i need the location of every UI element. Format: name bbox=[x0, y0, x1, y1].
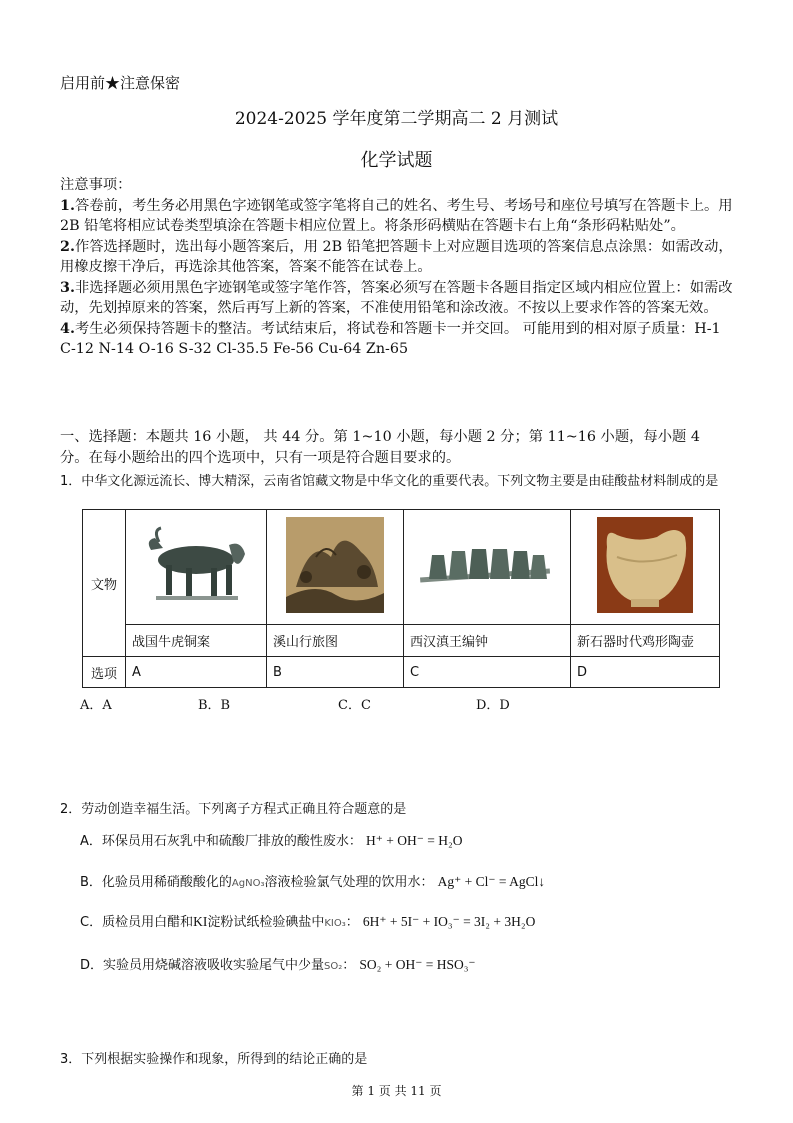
answer-choice-a[interactable]: A．A bbox=[80, 698, 112, 713]
row-label-relic: 文物 bbox=[83, 510, 126, 657]
equation: 6H⁺ + 5I⁻ + IO₃⁻ = 3I₂ + 3H₂O bbox=[362, 914, 536, 929]
relic-name: 战国牛虎铜案 bbox=[126, 625, 267, 657]
row-label-option: 选项 bbox=[83, 657, 126, 688]
option-text: D．实验员用烧碱溶液吸收实验尾气中少量 bbox=[80, 958, 325, 973]
equation: SO₂ + OH⁻ = HSO₃⁻ bbox=[359, 957, 476, 972]
section-line: 一、选择题：本题共 16 小题， 共 44 分。第 1~10 小题，每小题 2 分；第 11~16 小题，每小题 4 bbox=[60, 429, 700, 445]
formula-agno3: AgNO₃ bbox=[231, 878, 265, 889]
relic-image-pottery bbox=[571, 510, 720, 625]
note-number: 4. bbox=[60, 320, 75, 337]
section-line: 分。在每小题给出的四个选项中，只有一项是符合题目要求的。 bbox=[60, 450, 461, 466]
equation: Ag⁺ + Cl⁻ = AgCl↓ bbox=[437, 874, 546, 889]
option-text: 淀粉试纸检验碘盐中 bbox=[207, 915, 325, 930]
exam-subject: 化学试题 bbox=[360, 150, 433, 171]
note-number: 2. bbox=[60, 238, 75, 255]
question-3-stem: 3．下列根据实验操作和现象，所得到的结论正确的是 bbox=[60, 1052, 368, 1067]
note-item: 2.作答选择题时，选出每小题答案后，用 2B 铅笔把答题卡上对应题目选项的答案信息点涂黑：如需改动，用橡皮擦干净后，再选涂其他答案，答案不能答在试卷上。 bbox=[60, 238, 733, 275]
confidential-label: 启用前★注意保密 bbox=[60, 74, 181, 92]
bells-image bbox=[418, 535, 556, 595]
relic-image-bronze-table bbox=[126, 510, 267, 625]
relic-name: 西汉滇王编钟 bbox=[404, 625, 571, 657]
relic-image-bells bbox=[404, 510, 571, 625]
relic-image-painting bbox=[267, 510, 404, 625]
notes-block bbox=[60, 175, 740, 360]
page-footer: 第 1 页 共 11 页 bbox=[351, 1084, 442, 1098]
option-text: C．质检员用白醋和 bbox=[80, 915, 194, 930]
option-text: A．环保员用石灰乳中和硫酸厂排放的酸性废水： bbox=[80, 834, 362, 849]
relic-name: 溪山行旅图 bbox=[267, 625, 404, 657]
option-text: B．化验员用稀硝酸酸化的 bbox=[80, 875, 232, 890]
section-instructions bbox=[60, 427, 740, 469]
exam-title: 2024-2025 学年度第二学期高二 2 月测试 bbox=[234, 109, 559, 129]
note-item: 1.答卷前，考生务必用黑色字迹钢笔或签字笔将自己的姓名、考生号、考场号和座位号填写在答题卡上。用 2B 铅笔将相应试卷类型填涂在答题卡相应位置上。将条形码横贴在答题卡右上角“条形码粘贴处”。 bbox=[60, 197, 733, 234]
option-text: ： bbox=[342, 958, 356, 973]
option-text: ： bbox=[345, 915, 359, 930]
answer-choice-b[interactable]: B．B bbox=[198, 698, 231, 713]
relic-option: A bbox=[126, 657, 267, 688]
question-1-stem: 1．中华文化源远流长、博大精深，云南省馆藏文物是中华文化的重要代表。下列文物主要是由硅酸盐材料制成的是 bbox=[60, 474, 719, 489]
q2-option-b[interactable] bbox=[80, 871, 545, 890]
relic-option: B bbox=[267, 657, 404, 688]
answer-choice-d[interactable]: D．D bbox=[476, 698, 510, 713]
note-item: 4.考生必须保持答题卡的整洁。考试结束后，将试卷和答题卡一并交回。 可能用到的相对原子质量：H-1 C-12 N-14 O-16 S-32 Cl-35.5 Fe-56 Cu-64 Zn-65 bbox=[60, 320, 721, 357]
note-number: 1. bbox=[60, 197, 75, 214]
relics-table bbox=[82, 509, 720, 688]
painting-image bbox=[286, 517, 384, 613]
question-2-stem: 2．劳动创造幸福生活。下列离子方程式正确且符合题意的是 bbox=[60, 802, 407, 817]
formula-ki: KI bbox=[193, 914, 208, 929]
bronze-ox-tiger-image bbox=[141, 520, 251, 610]
note-item: 3.非选择题必须用黑色字迹钢笔或签字笔作答，答案必须写在答题卡各题目指定区域内相应位置上：如需改动，先划掉原来的答案，然后再写上新的答案，不准使用铅笔和涂改液。不按以上要求作答的答案无效。 bbox=[60, 279, 733, 316]
notes-heading: 注意事项： bbox=[60, 177, 132, 193]
formula-so2: SO₂ bbox=[324, 961, 343, 972]
q2-option-d[interactable] bbox=[80, 954, 476, 973]
q2-option-a[interactable] bbox=[80, 830, 462, 849]
note-number: 3. bbox=[60, 279, 75, 296]
answer-choice-c[interactable]: C．C bbox=[338, 698, 371, 713]
relic-option: D bbox=[571, 657, 720, 688]
q2-option-c[interactable] bbox=[80, 911, 535, 930]
option-text: 溶液检验氯气处理的饮用水： bbox=[264, 875, 434, 890]
equation: H⁺ + OH⁻ = H₂O bbox=[366, 833, 463, 848]
relic-option: C bbox=[404, 657, 571, 688]
pottery-image bbox=[597, 517, 693, 613]
formula-kio3: KIO₃ bbox=[324, 918, 346, 929]
relic-name: 新石器时代鸡形陶壶 bbox=[571, 625, 720, 657]
